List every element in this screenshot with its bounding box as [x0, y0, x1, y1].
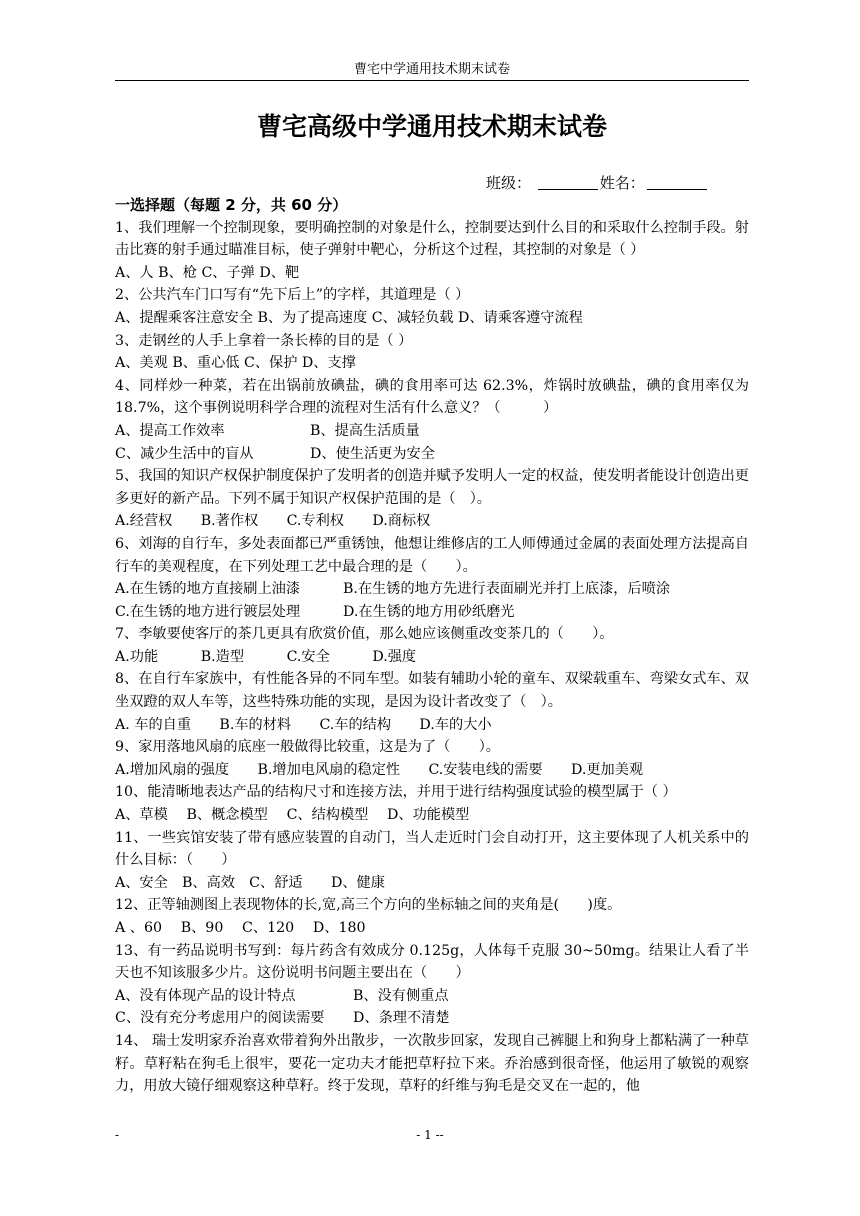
question-4-option-d: D、使生活更为安全: [310, 445, 435, 462]
question-4: 4、同样炒一种菜，若在出锅前放碘盐，碘的食用率可达 62.3%，炸锅时放碘盐，碘的食用率仅为 18.7%，这个事例说明科学合理的流程对生活有什么意义？（ ）: [115, 377, 749, 417]
page-title: 曹宅高级中学通用技术期末试卷: [256, 112, 607, 141]
question-12-options: A 、60 B、90 C、120 D、180: [115, 920, 366, 936]
question-5: 5、我国的知识产权保护制度保护了发明者的创造并赋予发明人一定的权益，使发明者能设计创造出更多更好的新产品。下列不属于知识产权保护范围的是（ ）。: [115, 468, 749, 507]
question-13-option-c: C、没有充分考虑用户的阅读需要: [115, 1010, 325, 1027]
question-6-option-a: A.在生锈的地方直接刷上油漆: [115, 581, 301, 598]
footer-dash: -: [115, 1128, 120, 1142]
question-11-options: A、安全 B、高效 C、舒适 D、健康: [115, 874, 385, 891]
question-6-option-d: D.在生锈的地方用砂纸磨光: [343, 603, 515, 620]
header-rule: [115, 80, 749, 81]
question-6-options-row2: [115, 601, 749, 624]
question-4-options-row2: [115, 443, 749, 466]
name-blank: [647, 175, 707, 190]
question-3-options: A、美观 B、重心低 C、保护 D、支撑: [115, 355, 356, 372]
exam-content: [115, 194, 749, 1098]
question-7-options: A.功能 B.造型 C.安全 D.强度: [115, 648, 417, 665]
question-5-options: A.经营权 B.著作权 C.专利权 D.商标权: [115, 513, 431, 530]
question-13-option-a: A、没有体现产品的设计特点: [115, 987, 296, 1004]
question-12: 12、正等轴测图上表现物体的长,宽,高三个方向的坐标轴之间的夹角是( )度。: [115, 897, 622, 914]
question-13: 13、有一药品说明书写到：每片药含有效成分 0.125g，人体每千克服 30~50mg。结果让人看了半天也不知该服多少片。这份说明书问题主要出在（ ）: [115, 942, 749, 982]
question-6-option-b: B.在生锈的地方先进行表面刷光并打上底漆，后喷涂: [343, 581, 671, 598]
question-10: 10、能清晰地表达产品的结构尺寸和连接方法，并用于进行结构强度试验的模型属于（ ）: [115, 784, 677, 801]
running-header: 曹宅中学通用技术期末试卷: [353, 62, 510, 77]
page-number: - 1 --: [416, 1128, 444, 1142]
question-4-option-a: A、提高工作效率: [115, 422, 225, 439]
question-6-options-row1: [115, 578, 749, 601]
question-4-option-c: C、减少生活中的盲从: [115, 445, 254, 462]
question-13-option-b: B、没有侧重点: [353, 987, 449, 1004]
question-11: 11、一些宾馆安装了带有感应装置的自动门，当人走近时门会自动打开，这主要体现了人机关系中的什么目标：（ ）: [115, 829, 749, 869]
question-2-options: A、提醒乘客注意安全 B、为了提高速度 C、减轻负载 D、请乘客遵守流程: [115, 309, 583, 326]
question-4-option-b: B、提高生活质量: [310, 422, 420, 439]
question-4-options-row1: [115, 420, 749, 443]
question-9-options: A.增加风扇的强度 B.增加电风扇的稳定性 C.安装电线的需要 D.更加美观: [115, 761, 644, 778]
class-label: 班级：: [486, 174, 532, 192]
question-6-option-c: C.在生锈的地方进行镀层处理: [115, 603, 301, 620]
section-heading: 一选择题（每题 2 分，共 60 分）: [115, 196, 348, 214]
question-14: 14、 瑞士发明家乔治喜欢带着狗外出散步，一次散步回家，发现自己裤腿上和狗身上都粘满了一种草籽。草籽粘在狗毛上很牢，要花一定功夫才能把草籽拉下来。乔治感到很奇怪，他运用了敏锐的观察力，用放大镜仔细观察这种草籽。终于发现，草籽的纤维与狗毛是交叉在一起的，他: [115, 1032, 749, 1095]
question-1-options: A、人 B、枪 C、子弹 D、靶: [115, 264, 300, 281]
question-13-options-row1: [115, 985, 749, 1008]
question-1: 1、我们理解一个控制现象，要明确控制的对象是什么，控制要达到什么目的和采取什么控制手段。射击比赛的射手通过瞄准目标，使子弹射中靶心，分析这个过程，其控制的对象是（ ）: [115, 219, 749, 259]
question-8: 8、在自行车家族中，有性能各异的不同车型。如装有辅助小轮的童车、双梁载重车、弯梁女式车、双坐双蹬的双人车等，这些特殊功能的实现，是因为设计者改变了（ ）。: [115, 671, 749, 711]
question-9: 9、家用落地风扇的底座一般做得比较重，这是为了（ ）。: [115, 739, 500, 756]
question-8-options: A. 车的自重 B.车的材料 C.车的结构 D.车的大小: [115, 716, 492, 733]
question-10-options: A、草模 B、概念模型 C、结构模型 D、功能模型: [115, 807, 470, 824]
question-13-option-d: D、条理不清楚: [353, 1010, 450, 1027]
student-info-line: [486, 173, 709, 193]
question-7: 7、李敏要使客厅的茶几更具有欣赏价值，那么她应该侧重改变茶几的（ ）。: [115, 626, 614, 643]
name-label: 姓名：: [599, 174, 645, 192]
question-3: 3、走钢丝的人手上拿着一条长棒的目的是（ ）: [115, 332, 413, 349]
question-13-options-row2: [115, 1007, 749, 1030]
question-2: 2、公共汽车门口写有“先下后上”的字样，其道理是（ ）: [115, 287, 470, 304]
class-blank: [538, 175, 598, 190]
question-6: 6、刘海的自行车，多处表面都已严重锈蚀，他想让维修店的工人师傅通过金属的表面处理方法提高自行车的美观程度，在下列处理工艺中最合理的是（ ）。: [115, 535, 749, 575]
